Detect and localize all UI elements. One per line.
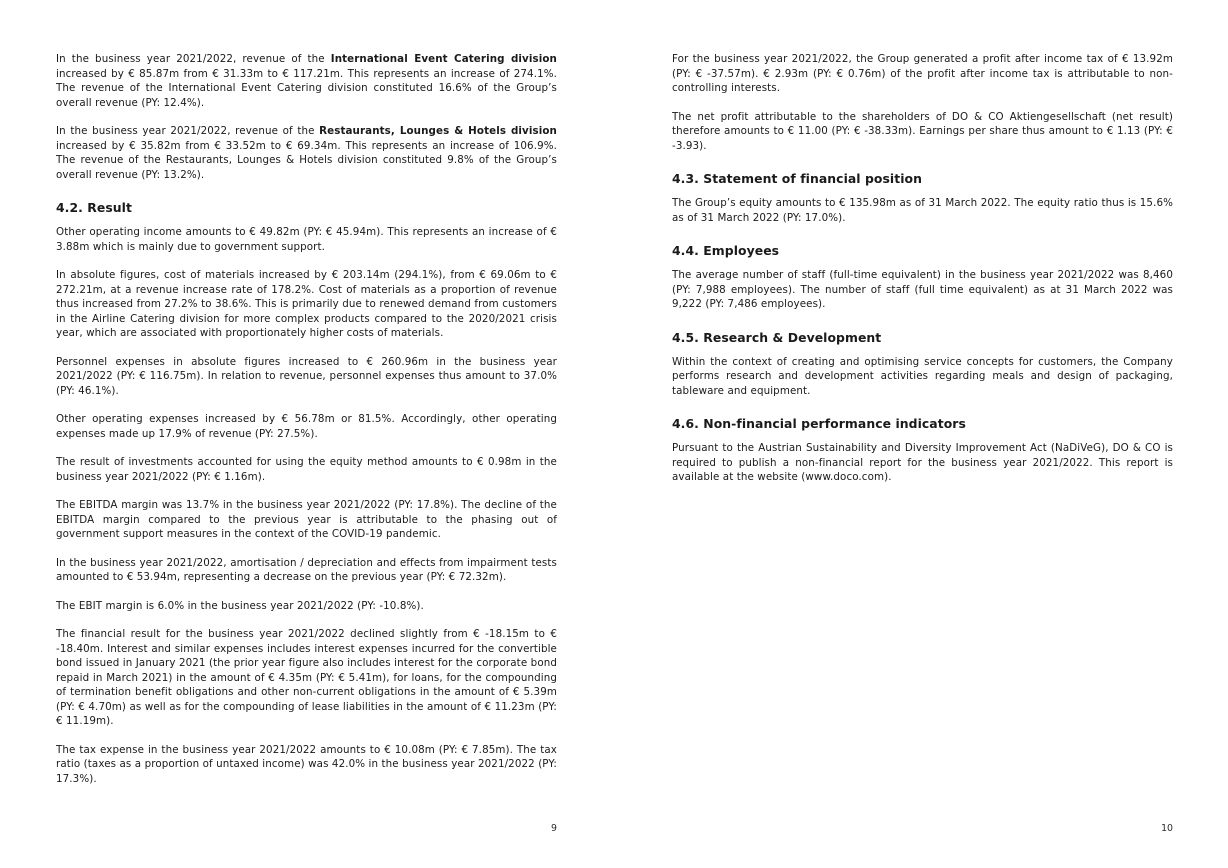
page-right <box>614 0 1228 868</box>
left-page-text-column <box>56 52 557 786</box>
paragraph-international-event-catering <box>56 52 557 110</box>
text-run: For the business year 2021/2022, the Group generated a profit after income tax of € 13.92m (PY: € -37.57m). € 2.93m (PY: € 0.76m) of the profit after income tax is attributable to non-controlling interests. <box>672 53 1173 94</box>
text-run: Within the context of creating and optimising service concepts for customers, the Company performs research and development activities regarding meals and design of packaging, tableware and equipment. <box>672 355 1173 397</box>
text-run: The net profit attributable to the shareholders of DO & CO Aktiengesellschaft (net result) therefore amounts to € 11.00 (PY: € -38.33m). Earnings per share thus amount to € 1.13 (PY: € -3.93). <box>672 110 1173 152</box>
paragraph-restaurants-lounges-hotels <box>56 124 557 182</box>
heading-4-6-non-financial-performance-indicators: 4.6. Non-financial performance indicators <box>672 416 966 431</box>
text-run: The EBIT margin is 6.0% in the business year 2021/2022 (PY: -10.8%). <box>56 599 424 612</box>
paragraph-equity-method-result <box>56 455 557 484</box>
text-run: The average number of staff (full-time equivalent) in the business year 2021/2022 was 8,460 (PY: 7,988 employees). The number of staff (full time equivalent) as at 31 March 2022 was 9,222 (PY: 7,486 employees). <box>672 269 1173 310</box>
paragraph-tax-expense <box>56 743 557 787</box>
page-number-left: 9 <box>551 823 557 834</box>
text-run: The Group’s equity amounts to € 135.98m as of 31 March 2022. The equity ratio thus is 15.6% as of 31 March 2022 (PY: 17.0%). <box>672 197 1173 224</box>
paragraph-net-profit-shareholders <box>672 110 1173 154</box>
text-run: The tax expense in the business year 2021/2022 amounts to € 10.08m (PY: € 7.85m). The tax ratio (taxes as a proportion of untaxed income) was 42.0% in the business year 2021/2022 (PY: 17.3%). <box>56 743 557 785</box>
text-run: Personnel expenses in absolute figures increased to € 260.96m in the business year 2021/2022 (PY: € 116.75m). In relation to revenue, personnel expenses thus amount to 37.0% (PY: 46.1%). <box>56 355 557 397</box>
paragraph-other-operating-income <box>56 225 557 254</box>
text-run: increased by € 35.82m from € 33.52m to € 69.34m. This represents an increase of 106.9%. The revenue of the Restaurants, Lounges & Hotels division constituted 9.8% of the Group’s overall revenue (PY: 13.2%). <box>56 139 557 181</box>
paragraph-amortisation-depreciation <box>56 556 557 585</box>
page-number-right: 10 <box>1161 823 1173 834</box>
paragraph-personnel-expenses <box>56 355 557 399</box>
paragraph-financial-result <box>56 627 557 729</box>
heading-4-5-research-and-development: 4.5. Research & Development <box>672 329 882 345</box>
text-run: In the business year 2021/2022, revenue of the <box>56 125 320 137</box>
paragraph-ebit-margin <box>56 599 557 614</box>
text-run: The financial result for the business year 2021/2022 declined slightly from € -18.15m to € -18.40m. Interest and similar expenses includes interest expenses incurred for the convertible bond issued in January 2021 (the prior year figure also includes interest for the corporate bond repaid in March 2021) in the amount of € 4.35m (PY: € 5.41m), for loans, for the compounding of termination benefit obligations and other non-current obligations in the amount of € 5.39m (PY: € 4.70m) as well as for the compounding of lease liabilities in the amount of € 11.23m (PY: € 11.19m). <box>56 628 557 727</box>
heading-4-3-statement-of-financial-position: 4.3. Statement of financial position <box>672 171 922 186</box>
paragraph-non-financial-report <box>672 441 1173 485</box>
paragraph-profit-after-income-tax <box>672 52 1173 96</box>
emphasised-term: International Event Catering division <box>330 53 557 65</box>
paragraph-research-development <box>672 355 1173 399</box>
text-run: Pursuant to the Austrian Sustainability and Diversity Improvement Act (NaDiVeG), DO & CO is required to publish a non-financial report for the business year 2021/2022. This report is available at the website (www.doco.com). <box>672 442 1173 483</box>
right-page-text-column <box>672 52 1173 485</box>
text-run: In the business year 2021/2022, revenue of the <box>56 53 331 65</box>
text-run: In absolute figures, cost of materials increased by € 203.14m (294.1%), from € 69.06m to € 272.21m, at a revenue increase rate of 178.2%. Cost of materials as a proportion of revenue thus increased from 27.2% to 38.6%. This is primarily due to renewed demand from customers in the Airline Catering division for more complex products compared to the 2020/2021 crisis year, which are associated with proportionately higher costs of materials. <box>56 269 557 339</box>
text-run: Other operating income amounts to € 49.82m (PY: € 45.94m). This represents an increase of € 3.88m which is mainly due to government support. <box>56 226 557 253</box>
heading-4-4-employees: 4.4. Employees <box>672 243 780 258</box>
text-run: The EBITDA margin was 13.7% in the business year 2021/2022 (PY: 17.8%). The decline of the EBITDA margin compared to the previous year is attributable to the phasing out of government support measures in the context of the COVID-19 pandemic. <box>56 499 557 540</box>
text-run: Other operating expenses increased by € 56.78m or 81.5%. Accordingly, other operating expenses made up 17.9% of revenue (PY: 27.5%). <box>56 413 557 440</box>
text-run: increased by € 85.87m from € 31.33m to € 117.21m. This represents an increase of 274.1%. The revenue of the International Event Catering division constituted 16.6% of the Group’s overall revenue (PY: 12.4%). <box>56 67 557 109</box>
paragraph-ebitda-margin <box>56 498 557 542</box>
paragraph-other-operating-expenses <box>56 412 557 441</box>
text-run: In the business year 2021/2022, amortisation / depreciation and effects from impairment tests amounted to € 53.94m, representing a decrease on the previous year (PY: € 72.32m). <box>56 556 557 583</box>
paragraph-cost-of-materials <box>56 268 557 341</box>
text-run: The result of investments accounted for using the equity method amounts to € 0.98m in the business year 2021/2022 (PY: € 1.16m). <box>56 456 557 483</box>
heading-4-2-result: 4.2. Result <box>56 200 132 215</box>
emphasised-term: Restaurants, Lounges & Hotels division <box>319 125 557 137</box>
paragraph-employees <box>672 268 1173 312</box>
paragraph-group-equity <box>672 196 1173 225</box>
